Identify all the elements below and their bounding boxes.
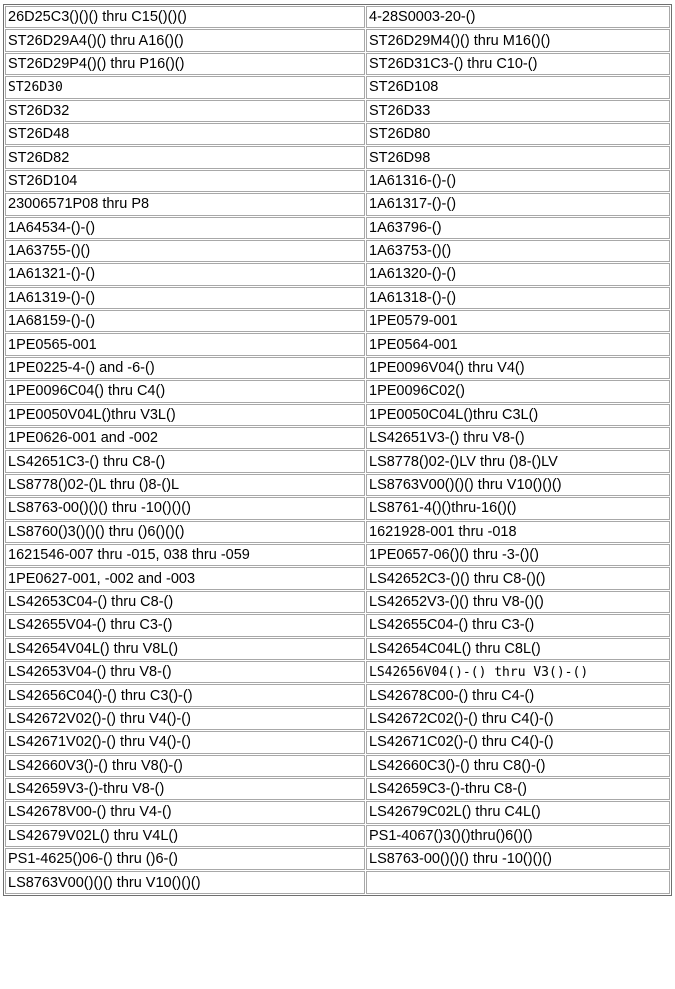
part-number-cell-left: ST26D82 [5, 146, 365, 168]
part-number-cell-right: LS42660C3()-() thru C8()-() [366, 755, 670, 777]
part-number-cell-right: LS8763V00()()() thru V10()()() [366, 474, 670, 496]
table-row [5, 474, 670, 496]
part-number-cell-left: ST26D29P4()() thru P16()() [5, 53, 365, 75]
part-number-cell-right: 1PE0564-001 [366, 333, 670, 355]
part-number-cell-right: ST26D108 [366, 76, 670, 98]
part-number-cell-right: LS42659C3-()-thru C8-() [366, 778, 670, 800]
table-row [5, 825, 670, 847]
table-row [5, 567, 670, 589]
part-number-cell-right: LS42652C3-()() thru C8-()() [366, 567, 670, 589]
part-number-cell-left: LS42653V04-() thru V8-() [5, 661, 365, 683]
part-number-cell-right: 1A61316-()-() [366, 170, 670, 192]
part-number-cell-left: ST26D104 [5, 170, 365, 192]
table-row [5, 6, 670, 28]
table-row [5, 170, 670, 192]
part-number-cell-right: LS8761-4()()thru-16()() [366, 497, 670, 519]
part-number-cell-left: LS8760()3()()() thru ()6()()() [5, 521, 365, 543]
table-row [5, 76, 670, 98]
part-number-table-frame [3, 4, 672, 896]
part-number-cell-left: 1PE0050V04L()thru V3L() [5, 404, 365, 426]
part-number-cell-left: 1621546-007 thru -015, 038 thru -059 [5, 544, 365, 566]
table-row [5, 801, 670, 823]
part-number-cell-right: PS1-4067()3()()thru()6()() [366, 825, 670, 847]
table-row [5, 544, 670, 566]
table-row [5, 450, 670, 472]
table-row [5, 614, 670, 636]
part-number-cell-left: ST26D30 [5, 76, 365, 98]
part-number-table-body [5, 6, 670, 894]
part-number-cell-left: LS8763V00()()() thru V10()()() [5, 871, 365, 893]
part-number-cell-left: 1PE0225-4-() and -6-() [5, 357, 365, 379]
part-number-cell-right: 1A61320-()-() [366, 263, 670, 285]
part-number-cell-right: 1PE0579-001 [366, 310, 670, 332]
part-number-cell-left: LS42655V04-() thru C3-() [5, 614, 365, 636]
part-number-cell-right: 1PE0657-06()() thru -3-()() [366, 544, 670, 566]
part-number-cell-left: LS42660V3()-() thru V8()-() [5, 755, 365, 777]
part-number-cell-right: 1A63753-()() [366, 240, 670, 262]
part-number-cell-right: LS42671C02()-() thru C4()-() [366, 731, 670, 753]
part-number-cell-right: 4-28S0003-20-() [366, 6, 670, 28]
part-number-cell-right: LS42651V3-() thru V8-() [366, 427, 670, 449]
table-row [5, 217, 670, 239]
part-number-cell-left: 1A63755-()() [5, 240, 365, 262]
part-number-cell-left: 26D25C3()()() thru C15()()() [5, 6, 365, 28]
table-row [5, 53, 670, 75]
part-number-cell-left: LS42653C04-() thru C8-() [5, 591, 365, 613]
part-number-cell-right: ST26D80 [366, 123, 670, 145]
table-row [5, 404, 670, 426]
table-row [5, 778, 670, 800]
part-number-cell-right: LS42654C04L() thru C8L() [366, 638, 670, 660]
part-number-cell-left: LS42651C3-() thru C8-() [5, 450, 365, 472]
table-row [5, 661, 670, 683]
part-number-cell-right: ST26D29M4()() thru M16()() [366, 29, 670, 51]
part-number-cell-left: LS42654V04L() thru V8L() [5, 638, 365, 660]
part-number-cell-right: LS8778()02-()LV thru ()8-()LV [366, 450, 670, 472]
part-number-cell-left: LS8763-00()()() thru -10()()() [5, 497, 365, 519]
table-row [5, 497, 670, 519]
part-number-cell-left: LS8778()02-()L thru ()8-()L [5, 474, 365, 496]
part-number-cell-left: 1A61319-()-() [5, 287, 365, 309]
part-number-cell-right: 1PE0096V04() thru V4() [366, 357, 670, 379]
part-number-cell-left: LS42659V3-()-thru V8-() [5, 778, 365, 800]
part-number-cell-right: LS42656V04()-() thru V3()-() [366, 661, 670, 683]
part-number-cell-left: 1PE0626-001 and -002 [5, 427, 365, 449]
part-number-cell-right: 1PE0050C04L()thru C3L() [366, 404, 670, 426]
part-number-cell-right: 1PE0096C02() [366, 380, 670, 402]
part-number-cell-left: 1A68159-()-() [5, 310, 365, 332]
table-row [5, 755, 670, 777]
part-number-cell-left: LS42672V02()-() thru V4()-() [5, 708, 365, 730]
table-row [5, 333, 670, 355]
part-number-cell-left: LS42678V00-() thru V4-() [5, 801, 365, 823]
table-row [5, 146, 670, 168]
table-row [5, 193, 670, 215]
table-row [5, 240, 670, 262]
table-row [5, 29, 670, 51]
table-row [5, 380, 670, 402]
part-number-cell-right: ST26D98 [366, 146, 670, 168]
part-number-cell-left: 1A61321-()-() [5, 263, 365, 285]
part-number-cell-right: LS42655C04-() thru C3-() [366, 614, 670, 636]
table-row [5, 848, 670, 870]
part-number-cell-left: ST26D32 [5, 100, 365, 122]
table-row [5, 357, 670, 379]
part-number-cell-left: 1PE0565-001 [5, 333, 365, 355]
part-number-cell-right [366, 871, 670, 893]
part-number-cell-left: 1A64534-()-() [5, 217, 365, 239]
part-number-cell-right: LS42679C02L() thru C4L() [366, 801, 670, 823]
table-row [5, 708, 670, 730]
part-number-cell-left: ST26D48 [5, 123, 365, 145]
part-number-cell-right: 1621928-001 thru -018 [366, 521, 670, 543]
table-row [5, 310, 670, 332]
part-number-cell-left: 23006571P08 thru P8 [5, 193, 365, 215]
table-row [5, 684, 670, 706]
part-number-cell-right: 1A61317-()-() [366, 193, 670, 215]
part-number-cell-left: 1PE0627-001, -002 and -003 [5, 567, 365, 589]
part-number-cell-left: ST26D29A4()() thru A16()() [5, 29, 365, 51]
table-row [5, 100, 670, 122]
part-number-cell-left: LS42656C04()-() thru C3()-() [5, 684, 365, 706]
table-row [5, 638, 670, 660]
part-number-cell-right: LS42678C00-() thru C4-() [366, 684, 670, 706]
part-number-cell-right: LS8763-00()()() thru -10()()() [366, 848, 670, 870]
part-number-cell-right: 1A61318-()-() [366, 287, 670, 309]
part-number-cell-left: LS42679V02L() thru V4L() [5, 825, 365, 847]
part-number-cell-left: LS42671V02()-() thru V4()-() [5, 731, 365, 753]
table-row [5, 287, 670, 309]
part-number-cell-left: 1PE0096C04() thru C4() [5, 380, 365, 402]
part-number-cell-right: ST26D31C3-() thru C10-() [366, 53, 670, 75]
part-number-cell-left: PS1-4625()06-() thru ()6-() [5, 848, 365, 870]
table-row [5, 731, 670, 753]
table-row [5, 591, 670, 613]
part-number-cell-right: LS42672C02()-() thru C4()-() [366, 708, 670, 730]
table-row [5, 427, 670, 449]
part-number-cell-right: 1A63796-() [366, 217, 670, 239]
table-row [5, 263, 670, 285]
table-row [5, 871, 670, 893]
table-row [5, 123, 670, 145]
part-number-cell-right: LS42652V3-()() thru V8-()() [366, 591, 670, 613]
part-number-cell-right: ST26D33 [366, 100, 670, 122]
table-row [5, 521, 670, 543]
part-number-table [4, 5, 671, 895]
